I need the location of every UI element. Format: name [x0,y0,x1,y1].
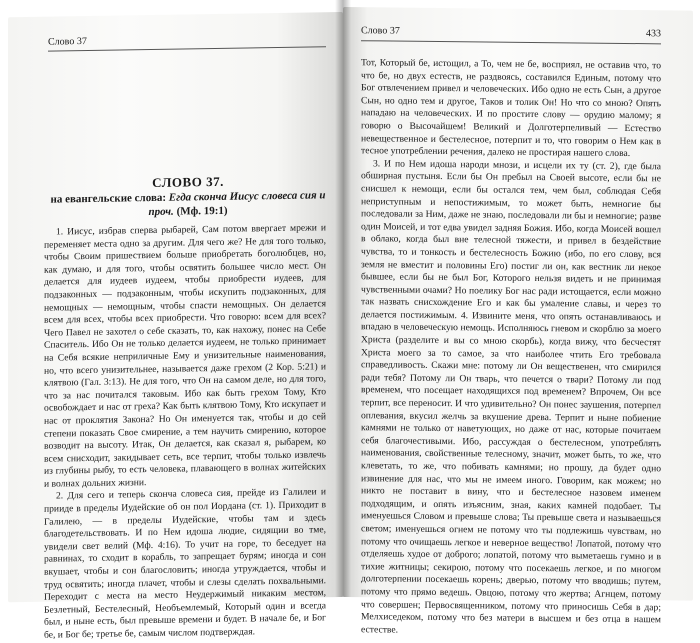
page-number: 433 [646,28,661,40]
subtitle-lead: на евангельские слова: [50,191,167,206]
left-paragraph-1: 1. Иисус, избрав сперва рыбарей, Сам потом ввергает мрежи и переменяет места одно за другим. Для чего же? Не для того только, чтобы Своим пришествием больше приобретать боголюбцев, но, как думаю, и для того, чтобы освятить большее число мест. Он делается для иудеев иудеем, чтобы приобрести иудеев, для подзаконных — подзаконным, чтобы искупить подзаконных, для немощных — немощным, чтобы спасти немощных. Он делается всем для всех, чтобы всех приобрести. Что говорю: всем для всех? Чего Павел не захотел о себе сказать, то, как нахожу, понес на Себе Спаситель. Ибо Он не только делается иудеем, не только принимает на Себя всякие неприличные Ему и унизительные наименования, но, что всего унизительнее, называется даже грехом (2 Кор. 5:21) и клятвою (Гал. 3:13). Не для того, что Он на самом деле, но для того, что за нас почитался таковым. Ибо как быть грехом Тому, Кто освобождает и нас от греха? Как быть клятвою Тому, Кто искупает и нас от проклятия Закона? Но Он именуется так, чтобы и до сей степени показать Свое смирение, а тем научить смирению, которое возводит на высоту. Итак, Он делается, как сказал я, рыбарем, ко всем снисходит, закидывает сеть, все терпит, чтобы только извлечь из глубины рыбу, то есть человека, плавающего в волнах житейских и волнах дольних жизни. [44,222,326,490]
sermon-title: СЛОВО 37. [152,173,224,190]
right-running-head [361,25,661,39]
right-text-column [361,57,661,639]
left-paragraph-2: 2. Для сего и теперь скончa словеса сия, прейде из Галилеи и прииде в пределы Иудейские об он пол Иордана (ст. 1). Приходит в Галилею, — в пределы Иудейские, чтобы там и здесь благодетельствовать. И по Нем идоша людие, сидящии во тме, увидели свет велий (Мф. 4:16). То учит на горе, то беседует на равнинах, то сходит в корабль, то запрещает бурям; иногда и сон вкушает, чтобы и сон благословить; иногда утруждается, чтобы и труд освятить; иногда плачет, чтобы и слезы сделать похвальными. Переходит с места на место Неудержимый никаким местом, Безлетный, Бестелесный, Необъемлемый, Который один и всегда был, и ныне есть, был превыше времени и будет. В начале бе, и Бог бе, и Бог бе; третье бе, самым числом подтверждая. [44,486,326,641]
right-header-rule [361,40,661,44]
sermon-heading [48,172,328,220]
sermon-subtitle [48,188,328,220]
left-page [8,12,343,641]
right-paragraph-2: 3. И по Нем идоша народи мнози, и исцели их ту (ст. 2), где была обширная пустыня. Если бы Он пребыл на Своей высоте, если бы не снисшел к немощи, если бы остался тем, чем был, соблюдая Себя неприступным и непостижимым, то может быть, немногие бы последовали за Ним, даже не знаю, последовали ли бы и немногие; разве один Моисей, и тот едва увидел задняя Божия. Ибо, когда Моисей вошел в облако, когда был вне телесной тяжести, и привел в бездействие чувства, то и тонкость и бестелесность Божию (ибо, по его слову, вся земля не вместит и половины Его) постиг ли он, как вестник ли некое бывшее, если бы не был Бог, Которого нельзя видеть и не принимая чувственными очами? Но поелику Бог нас ради истощается, если можно так назвать снисхождение Его и как бы умаление славы, и через то делается постижимым. 4. Извините меня, что опять останавливаюсь и впадаю в человеческую немощь. Исполняюсь гневом и скорблю за моего Христа (разделите и вы со мною скорбь), когда вижу, что бесчестят Христа моего за то самое, за что наиболее чтить Его требовала справедливость. Скажи мне: потому ли Он вещественен, что смирился ради тебя? Потому ли Он тварь, что печется о твари? Потому ли под временем, что посещает находящихся под временем? Впрочем, Он все терпит, все переносит. И что удивительно? Он понес заушения, потерпел оплевания, вкусил желчь за вкушение древа. Терпит и ныне побиение камнями не только от наветующих, но даже от нас, которые почитаем себя благочестивыми. Ибо, рассуждая о бестелесном, употреблять наименования, свойственные телесному, значит, может быть, то же, что клеветать, то же, что побивать камнями; но прошу, да будет одно извинение для нас, что мы не имеем иного. Говорим, как можем; но никто не поставит в вину, что и бестелесное назовем именем подходящим, и опять изъясним, зная, каких камней подобает. Ты именуешься Словом и превыше слова; Ты превыше света и называешься светом; именуешься огнем не потому что ты подлежишь чувствам, но потому что очищаешь легкое и неверное вещество! Лопатой, потому что отделяешь худое от доброго; лопатой, потому что выметаешь гумно и в тихие житницы; секирою, потому что посекаешь легкое, и по многом долготерпении посекаешь корень; дверью, потому что вводишь; путем, потому что прямо ведешь. Овцою, потому что жертва; Агнцем, потому что совершен; Первосвященником, потому что приносишь Себя в дар; Мелхиседеком, потому что без матери в высшем и без отца в нашем естестве. [361,158,661,636]
right-page [343,7,693,636]
right-paragraph-1: Тот, Который бе, истощил, а То, чем не бе, восприял, не оставив что, то что бе, но двух естеств, не раздвоясь, составился Единым, потому что Бог отвлечением привел и человеческих. Ибо одно не есть Сын, а другое Сын, но одно тем и другое, Таков и толик Он! Но что со мною? Опять нападаю на человеческих. И по простите слову — орудию малому; я говорю о Высочайшем! Великий и Долготерпеливый — Естество невещественное и бестелесное, потерпит и то, что говорим о Нем как в тесное употреблении речения, далеко не простирая нашего слова. [361,57,661,160]
subtitle-italic: Егда скончa Иисус словеса сия и проч. [148,189,326,219]
left-header-rule [48,46,326,51]
left-running-head-text: Слово 37 [48,36,87,48]
right-running-head-text: Слово 37 [361,25,400,37]
subtitle-reference: (Мф. 19:1) [176,204,228,218]
book-gutter-shadow [335,0,351,597]
left-text-column [44,222,326,642]
left-running-head [48,32,326,51]
